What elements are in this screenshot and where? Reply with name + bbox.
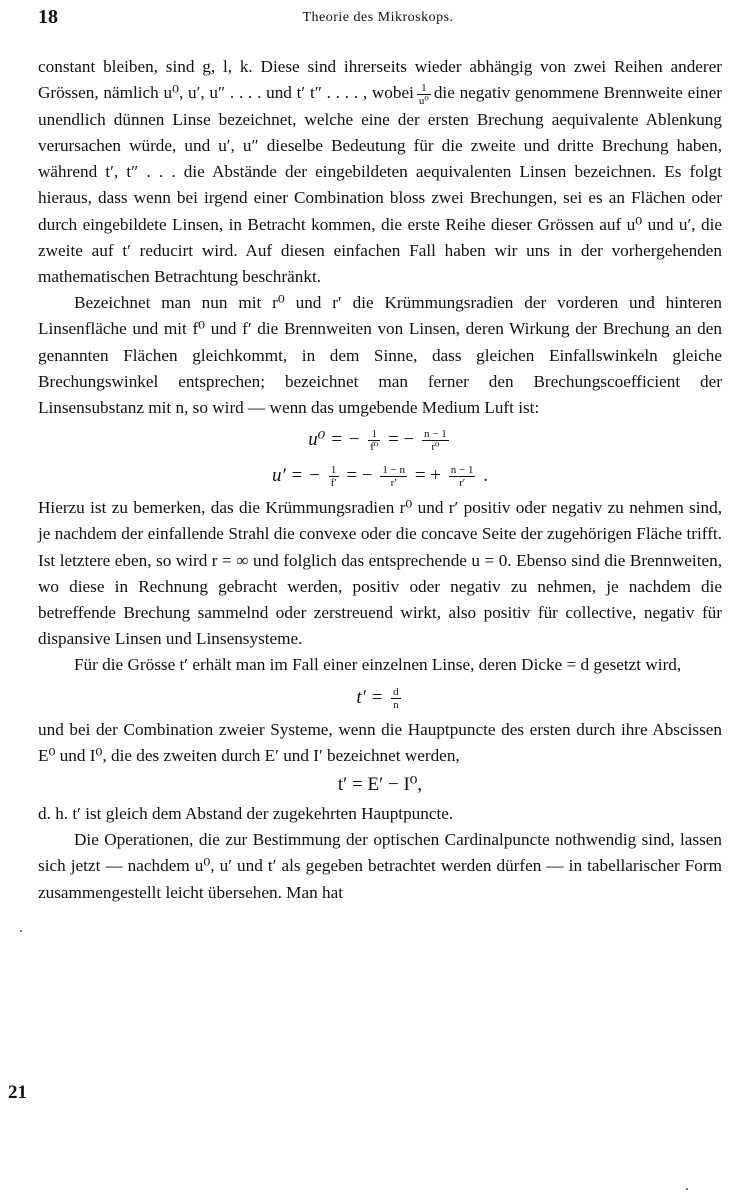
paragraph-7: Die Operationen, die zur Bestimmung der optischen Cardinalpuncte nothwendig sind, lassen sich jetzt — nachdem u⁰, u′ und t′ als gegeben betrachtet werden dürfen — in tabellarischer Form zusammengestellt leicht übersehen. Man hat [38, 830, 722, 902]
eq1-f2-den: r⁰ [431, 441, 440, 454]
eq2-f2-num: 1 − n [382, 464, 406, 477]
paragraph-5: und bei der Combination zweier Systeme, wenn die Hauptpuncte des ersten durch ihre Abscissen E⁰ und I⁰, die des zweiten durch E′ und I′ bezeichnet werden, [38, 719, 722, 765]
body-text [38, 54, 722, 906]
eq1-f1-den: f⁰ [370, 441, 379, 454]
eq2-mid2: = + [414, 465, 441, 487]
paragraph-1 [38, 54, 722, 290]
eq2-f1-den: f′ [330, 477, 337, 490]
eq3-fraction [391, 686, 401, 711]
eq2-f3-num: n − 1 [450, 464, 474, 477]
margin-mark [20, 930, 22, 932]
paragraph-1-part-a: constant bleiben, sind g, l, k. Diese sind ihrerseits wieder abhängig von zwei Reihen anderer Grössen, nämlich u⁰, u′, u″ . . . . und t′ t″ . . . . , [38, 57, 722, 103]
eq2-fraction-1 [329, 464, 339, 489]
paragraph-1-wobei: wobei [371, 83, 414, 103]
eq2-f3-den: r′ [459, 477, 466, 490]
eq3-den: n [393, 698, 399, 711]
eq1-f1-num: 1 [368, 428, 380, 441]
eq2-lhs: u′ = − [272, 465, 321, 487]
equation-u1 [38, 459, 722, 493]
margin-number: 21 [8, 1082, 27, 1103]
eq1-f2-num: n − 1 [424, 428, 447, 441]
equation-t1 [38, 681, 722, 715]
fraction-denominator: u⁰ [418, 94, 429, 107]
eq2-fraction-2 [380, 464, 407, 489]
eq1-fraction-2 [422, 428, 449, 453]
paragraph-2: Bezeichnet man nun mit r⁰ und r′ die Krümmungsradien der vorderen und hinteren Linsenfläche und mit f⁰ und f′ die Brennweiten von Linsen, deren Wirkung der Brechung an den genannten Flächen gleichkommt, in dem Sinne, dass gleichen Einfallswinkeln gleiche Brechungswinkel entsprechen; bezeichnet man ferner den Brechungscoefficient der Linsensubstanz mit n, so wird — wenn das umgebende Medium Luft ist: [38, 293, 722, 417]
running-title: Theorie des Mikroskops. [302, 10, 454, 25]
paragraph-6: d. h. t′ ist gleich dem Abstand der zugekehrten Hauptpuncte. [38, 804, 454, 824]
margin-mark [686, 1188, 688, 1190]
eq1-mid: = − [388, 429, 415, 451]
eq3-num: d [393, 685, 399, 698]
page-number: 18 [38, 6, 58, 28]
eq1-fraction-1 [368, 428, 380, 453]
equation-u0 [38, 423, 722, 457]
equation-t1-abscissa: t′ = E′ − I⁰, [337, 774, 423, 796]
eq2-end: . [483, 465, 488, 487]
eq2-mid: = − [346, 465, 373, 487]
page-header [38, 6, 718, 30]
eq2-f2-den: r′ [390, 477, 397, 490]
eq2-f1-num: 1 [329, 464, 339, 477]
eq3-lhs: t′ = [356, 686, 384, 708]
paragraph-4: Für die Grösse t′ erhält man im Fall einer einzelnen Linse, deren Dicke = d gesetzt wird, [74, 655, 682, 675]
fraction-one-over-u0 [417, 82, 431, 107]
paragraph-3: Hierzu ist zu bemerken, das die Krümmungsradien r⁰ und r′ positiv oder negativ zu nehmen sind, je nachdem der einfallende Strahl die convexe oder die concave Seite der zugehörigen Fläche trifft. Ist letztere eben, so wird r = ∞ und folglich das entsprechende u = 0. Ebenso sind die Brennweiten, wo diese in Rechnung gebracht werden, positiv oder negativ zu nehmen, je nachdem die betreffende Brechung sammelnd oder zerstreuend wirkt, also positiv für collective, negativ für dispansive Linsen und Linsensysteme. [38, 498, 722, 649]
paragraph-1-part-c: die negativ genommene Brennweite einer unendlich dünnen Linse bezeichnet, welche eine der ersten Brechung aequivalente Ablenkung verursachen würde, und u′, u″ dieselbe Bedeutung für die zweite und dritte Brechung haben, während t′, t″ . . . die Abstände der eingebildeten aequivalenten Linsen bezeichnen. Es folgt hieraus, dass wenn bei irgend einer Combination bloss zwei Brechungen, sei es an Flächen oder durch eingebildete Linsen, in Betracht kommen, die erste Reihe dieser Grössen auf u⁰ und u′, die zweite auf t′ reducirt wird. Auf diesen einfachen Fall haben wir uns in der vorhergehenden mathematischen Betrachtung beschränkt. [38, 83, 722, 286]
eq1-lhs: u⁰ = − [308, 429, 361, 451]
fraction-numerator: 1 [417, 82, 431, 95]
eq2-fraction-3 [449, 464, 476, 489]
